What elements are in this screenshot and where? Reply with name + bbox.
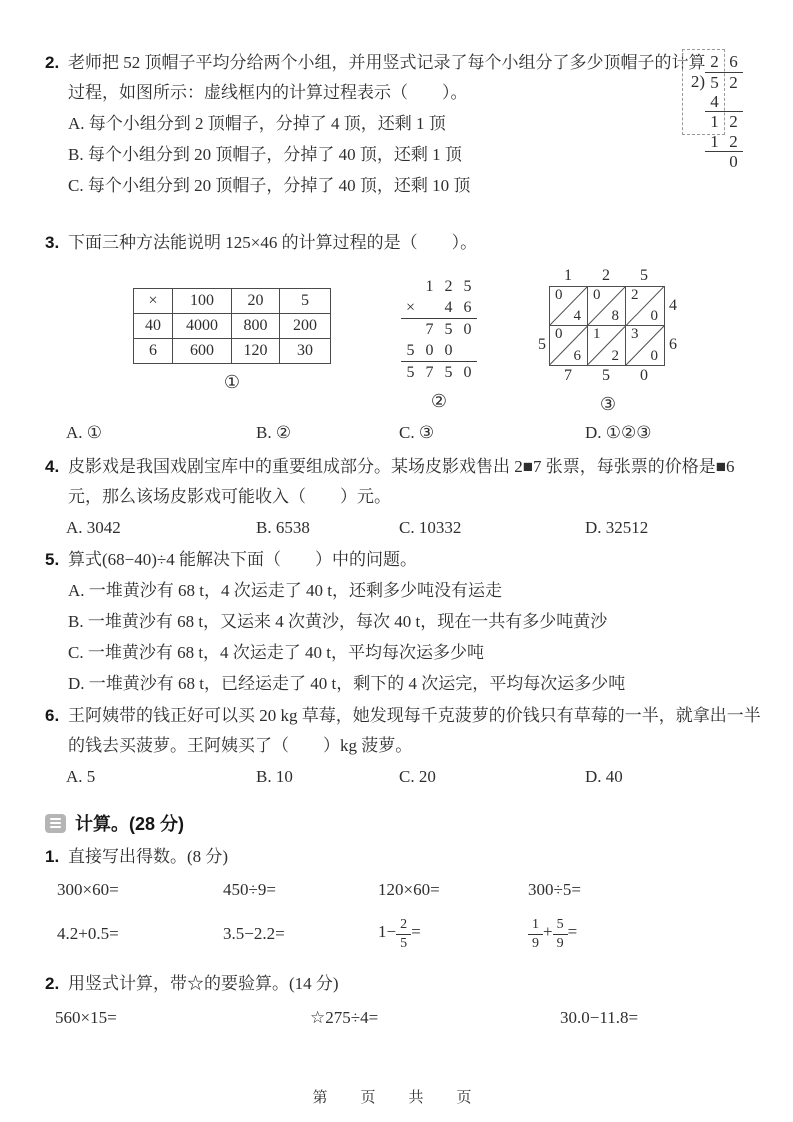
calc-sub2-number: 2. bbox=[45, 974, 60, 993]
lattice-left-label: 5 bbox=[538, 336, 546, 353]
q5-option-a: A. 一堆黄沙有 68 t，4 次运走了 40 t，还剩多少吨没有运走 bbox=[68, 581, 502, 600]
q5-stem: 算式(68−40)÷4 能解决下面（ ）中的问题。 bbox=[68, 550, 417, 569]
calc-problem: 560×15= bbox=[55, 1008, 117, 1027]
calc-problem: 300×60= bbox=[57, 880, 119, 899]
q5-option-b: B. 一堆黄沙有 68 t，又运来 4 次黄沙，每次 40 t，现在一共有多少吨黄沙 bbox=[68, 612, 608, 631]
section-3-badge-icon bbox=[45, 814, 66, 833]
q6-stem: 王阿姨带的钱正好可以买 20 kg 草莓，她发现每千克菠萝的价钱只有草莓的一半，就拿出一半的钱去买菠萝。王阿姨买了（ ）kg 菠萝。 bbox=[68, 706, 761, 755]
division-quotient-row bbox=[681, 52, 753, 72]
quotient-ones: 6 bbox=[729, 52, 738, 71]
page-footer: 第 页 共 页 bbox=[312, 1089, 481, 1106]
calc-sub2-title: 用竖式计算，带☆的要验算。(14 分) bbox=[68, 974, 339, 993]
q6-number: 6. bbox=[45, 706, 60, 725]
q4-option-b: B. 6538 bbox=[256, 518, 310, 537]
calc-problem-fraction: $\frac{1}{9}$ + $\frac{5}{9}$ = bbox=[528, 915, 765, 952]
q3-option-d: D. ①②③ bbox=[585, 423, 652, 442]
q4-stem: 皮影戏是我国戏剧宝库中的重要组成部分。某场皮影戏售出 2■7 张票，每张票的价格是■6 元，那么该场皮影戏可能收入（ ）元。 bbox=[68, 457, 735, 506]
method-3-label: ③ bbox=[599, 394, 617, 414]
q4-options bbox=[45, 512, 765, 543]
q4-stem-line bbox=[45, 452, 765, 512]
q4-option-a: A. 3042 bbox=[66, 518, 121, 537]
q4-option-d: D. 32512 bbox=[585, 518, 649, 537]
question-3 bbox=[45, 228, 765, 448]
lattice-cell: 1 2 bbox=[588, 326, 626, 365]
q4-number: 4. bbox=[45, 457, 60, 476]
method-2-vertical: 1 2 5 × 4 6 7 5 0 5 0 0 5 7 5 0 ② bbox=[401, 266, 477, 412]
long-division-figure bbox=[681, 52, 753, 172]
q3-number: 3. bbox=[45, 233, 60, 252]
calc-problem: 120×60= bbox=[378, 880, 440, 899]
dividend-ones: 2 bbox=[729, 73, 738, 92]
divisor: 2) bbox=[690, 72, 705, 91]
q2-option-b: B. 每个小组分到 20 顶帽子，分掉了 40 顶，还剩 1 顶 bbox=[68, 145, 462, 164]
fraction: $\frac{1}{9}$ bbox=[528, 917, 543, 952]
q2-number: 2. bbox=[45, 53, 60, 72]
q3-stem: 下面三种方法能说明 125×46 的计算过程的是（ ）。 bbox=[68, 233, 478, 252]
q3-stem-line bbox=[45, 228, 765, 258]
method-2-label: ② bbox=[430, 391, 448, 411]
q6-options bbox=[45, 761, 765, 792]
multiply-sign: × bbox=[405, 299, 416, 316]
q3-figures bbox=[45, 266, 765, 415]
division-step2-row: 1 2 bbox=[710, 112, 738, 131]
q3-option-a: A. ① bbox=[66, 423, 103, 442]
q2-option-c: C. 每个小组分到 20 顶帽子，分掉了 40 顶，还剩 10 顶 bbox=[68, 176, 471, 195]
fraction: $\frac{5}{9}$ bbox=[553, 917, 568, 952]
oral-calc-row-1 bbox=[45, 873, 765, 907]
calc-problem: 300÷5= bbox=[528, 880, 581, 899]
question-2 bbox=[45, 48, 765, 226]
q6-stem-line bbox=[45, 701, 765, 761]
q6-option-b: B. 10 bbox=[256, 767, 293, 786]
division-step1-row: 4 bbox=[681, 92, 753, 112]
section-3-header bbox=[45, 806, 765, 840]
lattice-grid bbox=[549, 286, 665, 366]
q2-option-a: A. 每个小组分到 2 顶帽子，分掉了 4 顶，还剩 1 顶 bbox=[68, 114, 446, 133]
q2-stem-line bbox=[45, 48, 718, 108]
method-3-lattice bbox=[533, 266, 683, 415]
q6-option-c: C. 20 bbox=[399, 767, 436, 786]
lattice-top-labels: 1 2 5 bbox=[564, 267, 648, 284]
calc-problem-starred: ☆275÷4= bbox=[310, 1008, 379, 1027]
question-5 bbox=[45, 545, 765, 699]
section-3-title: 计算。(28 分) bbox=[75, 814, 185, 834]
calc-problem: 4.2+0.5= bbox=[57, 924, 119, 943]
calc-sub1-header bbox=[45, 840, 765, 873]
lattice-cell: 0 8 bbox=[588, 287, 626, 326]
dividend-tens: 5 bbox=[710, 73, 719, 92]
q5-number: 5. bbox=[45, 550, 60, 569]
q3-options bbox=[45, 417, 765, 448]
division-step3-row: 1 2 bbox=[681, 132, 753, 152]
q6-option-d: D. 40 bbox=[585, 767, 623, 786]
question-6 bbox=[45, 701, 765, 792]
division-remainder-row: 0 bbox=[729, 152, 738, 171]
q3-option-c: C. ③ bbox=[399, 423, 435, 442]
calc-sub1-title: 直接写出得数。(8 分) bbox=[68, 847, 229, 866]
lattice-cell: 2 0 bbox=[626, 287, 664, 326]
q5-option-d: D. 一堆黄沙有 68 t，已经运走了 40 t，剩下的 4 次运完，平均每次运多少吨 bbox=[68, 674, 626, 693]
fraction: $\frac{2}{5}$ bbox=[396, 917, 411, 952]
lattice-right-labels: 4 6 bbox=[669, 297, 677, 353]
calc-problem: 450÷9= bbox=[223, 880, 276, 899]
q2-stem: 老师把 52 顶帽子平均分给两个小组，并用竖式记录了每个小组分了多少顶帽子的计算过程，如图所示：虚线框内的计算过程表示（ ）。 bbox=[68, 53, 706, 102]
oral-calc-row-2 bbox=[45, 907, 765, 961]
q5-option-c: C. 一堆黄沙有 68 t，4 次运走了 40 t，平均每次运多少吨 bbox=[68, 643, 485, 662]
calc-sub2-header bbox=[45, 967, 765, 1000]
q6-option-a: A. 5 bbox=[66, 767, 96, 786]
division-dividend-row bbox=[681, 72, 753, 92]
method-1-label: ① bbox=[223, 372, 241, 392]
lattice-bottom-labels: 7 5 0 bbox=[564, 367, 648, 384]
calc-problem: 30.0−11.8= bbox=[560, 1008, 639, 1027]
q3-option-b: B. ② bbox=[256, 423, 292, 442]
vertical-calc-row bbox=[45, 1000, 765, 1036]
lattice-cell: 0 6 bbox=[550, 326, 588, 365]
calc-problem: 3.5−2.2= bbox=[223, 924, 285, 943]
question-4 bbox=[45, 452, 765, 543]
lattice-cell: 3 0 bbox=[626, 326, 664, 365]
q4-option-c: C. 10332 bbox=[399, 518, 462, 537]
lattice-cell: 0 4 bbox=[550, 287, 588, 326]
q5-stem-line bbox=[45, 545, 765, 575]
quotient-tens: 2 bbox=[710, 52, 719, 71]
calc-sub1-number: 1. bbox=[45, 847, 60, 866]
method-1-table: × 100 20 5 40 4000 800 200 6 600 120 30 ① bbox=[133, 266, 331, 393]
calc-problem-fraction: 1− $\frac{2}{5}$ = bbox=[378, 917, 421, 952]
